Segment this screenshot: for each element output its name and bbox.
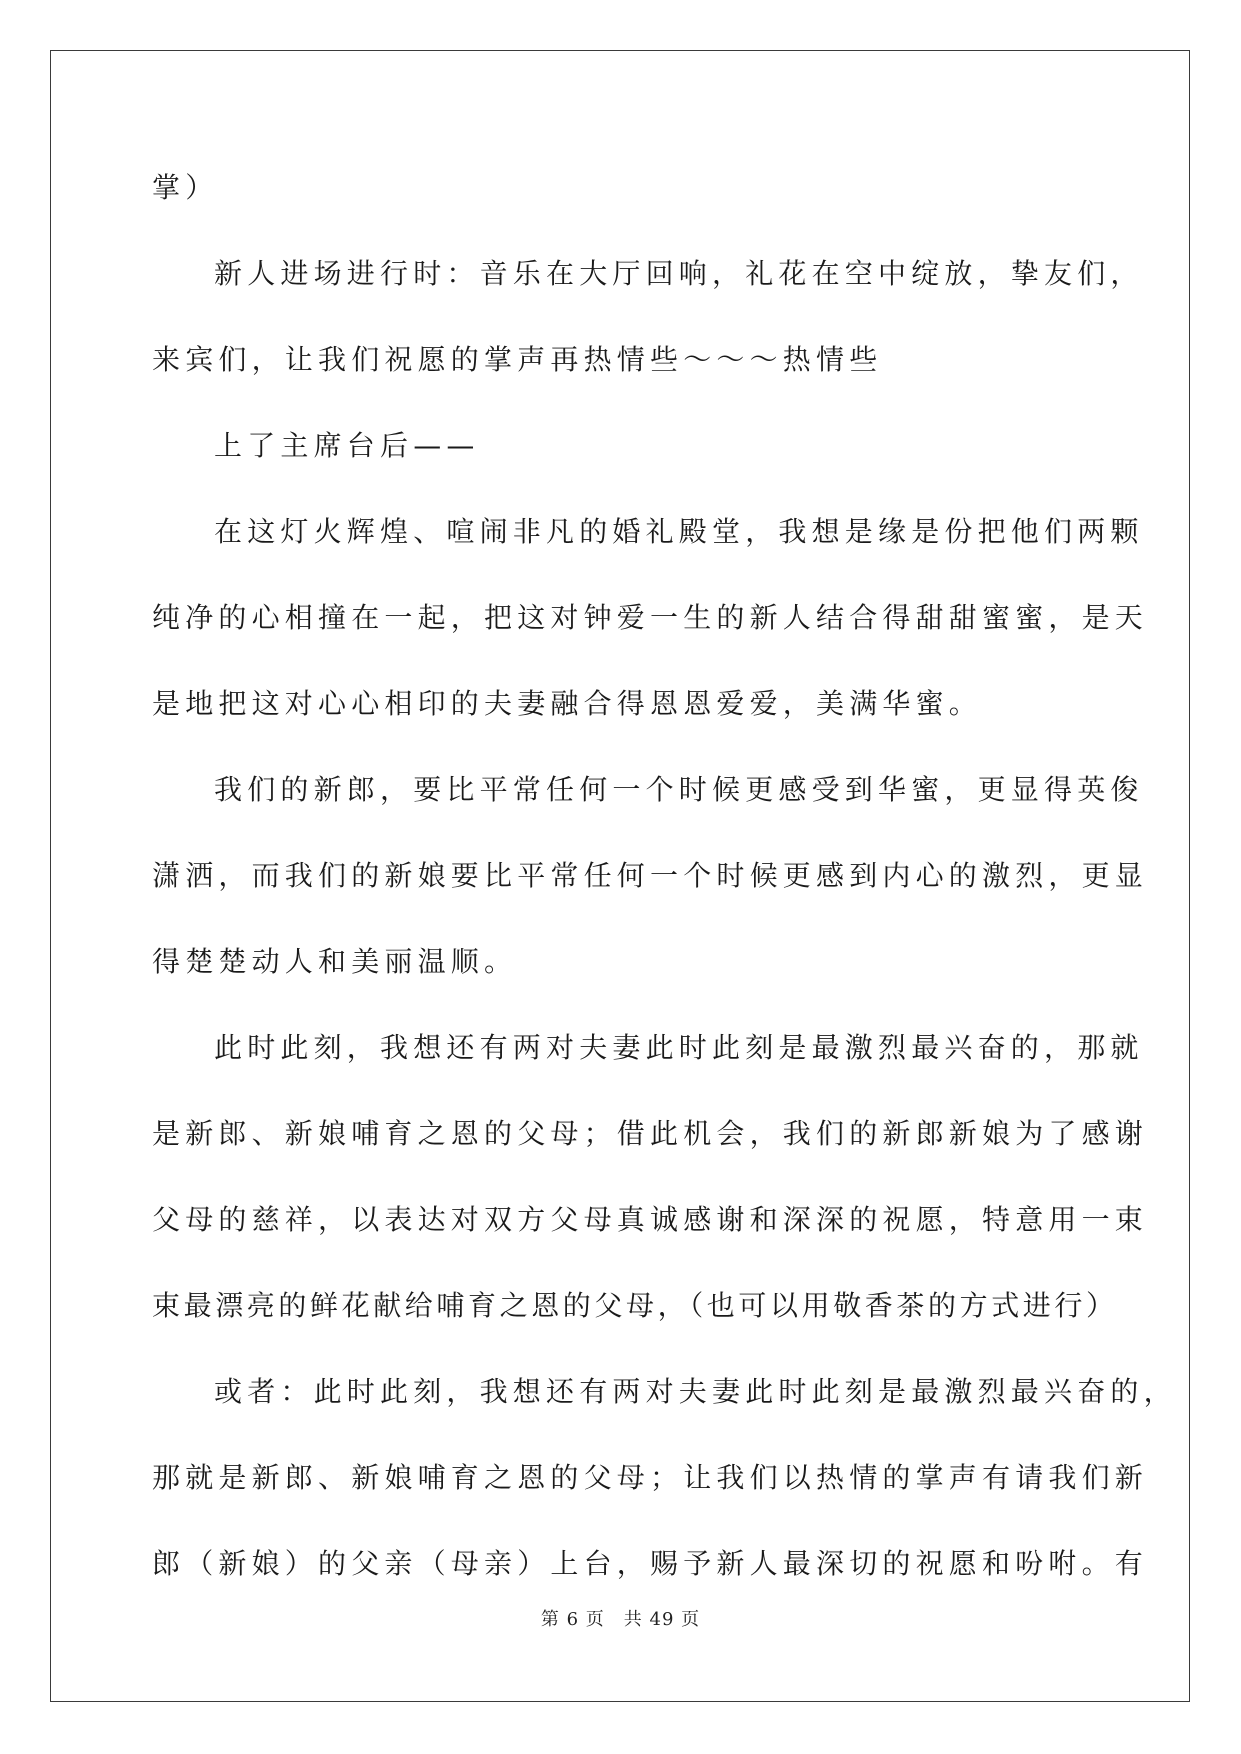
text-line: 此时此刻，我想还有两对夫妻此时此刻是最激烈最兴奋的，那就 (214, 1031, 1144, 1064)
text-line: 是地把这对心心相印的夫妻融合得恩恩爱爱，美满华蜜。 (152, 687, 983, 720)
text-line: 新人进场进行时：音乐在大厅回响，礼花在空中绽放，挚友们， (214, 257, 1144, 290)
text-line: 在这灯火辉煌、喧闹非凡的婚礼殿堂，我想是缘是份把他们两颗 (214, 515, 1144, 548)
text-line: 来宾们，让我们祝愿的掌声再热情些～～～热情些 (152, 343, 883, 376)
page-number: 第 6 页 共 49 页 (540, 1609, 701, 1630)
text-line: 潇洒，而我们的新娘要比平常任何一个时候更感到内心的激烈，更显 (152, 859, 1149, 892)
text-line: 我们的新郎，要比平常任何一个时候更感受到华蜜，更显得英俊 (214, 773, 1144, 806)
text-line: 那就是新郎、新娘哺育之恩的父母；让我们以热情的掌声有请我们新 (152, 1461, 1149, 1494)
text-line: 束最漂亮的鲜花献给哺育之恩的父母，（也可以用敬香茶的方式进行） (152, 1289, 1118, 1322)
text-line: 纯净的心相撞在一起，把这对钟爱一生的新人结合得甜甜蜜蜜，是天 (152, 601, 1149, 634)
text-line: 是新郎、新娘哺育之恩的父母；借此机会，我们的新郎新娘为了感谢 (152, 1117, 1149, 1150)
text-line: 郎（新娘）的父亲（母亲）上台，赐予新人最深切的祝愿和吩咐。有 (152, 1547, 1149, 1580)
text-line: 上了主席台后—— (214, 429, 480, 462)
text-line: 或者：此时此刻，我想还有两对夫妻此时此刻是最激烈最兴奋的， (214, 1375, 1177, 1408)
text-line: 得楚楚动人和美丽温顺。 (152, 945, 518, 978)
text-line: 掌） (152, 171, 219, 204)
text-line: 父母的慈祥，以表达对双方父母真诚感谢和深深的祝愿，特意用一束 (152, 1203, 1149, 1236)
